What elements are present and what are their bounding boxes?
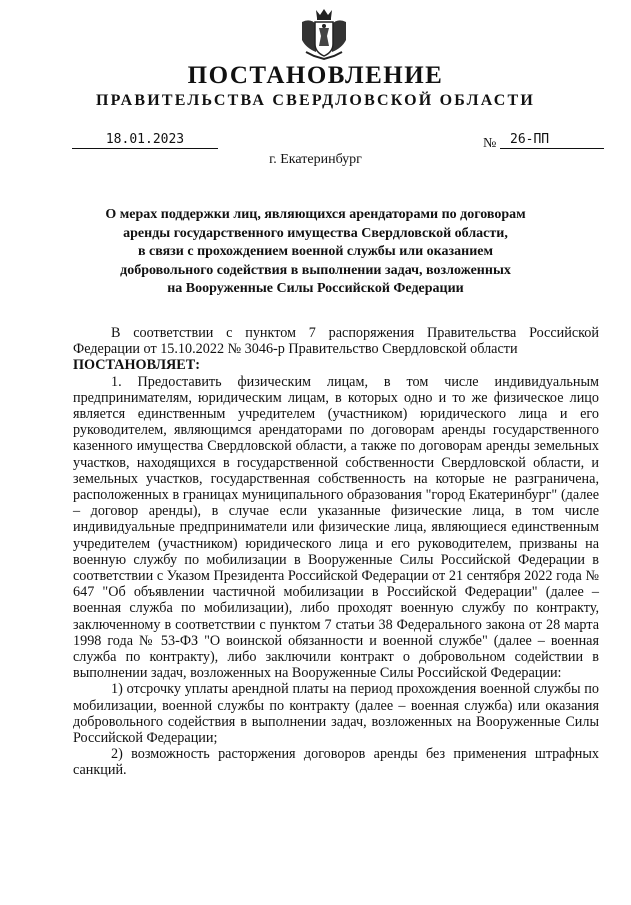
title-line: аренды государственного имущества Свердловской области,: [123, 225, 508, 241]
document-date: 18.01.2023: [72, 132, 218, 149]
title-line: на Вооруженные Силы Российской Федерации: [167, 281, 464, 296]
document-type: ПОСТАНОВЛЕНИЕ: [187, 62, 444, 89]
document-body: [73, 325, 599, 779]
preamble-paragraph: В соответствии с пунктом 7 распоряжения Правительства Российской Федерации от 15.10.2022 № 3046-р Правительство Свердловской области: [73, 325, 599, 358]
issuer-name: ПРАВИТЕЛЬСТВА СВЕРДЛОВСКОЙ ОБЛАСТИ: [96, 92, 535, 109]
number-sign: №: [483, 136, 497, 151]
coat-of-arms-icon: [296, 6, 352, 62]
clause-1: 1. Предоставить физическим лицам, в том числе индивидуальным предпринимателям, юридическим лицам, в которых одно и то же физическое лицо является единственным учредителем (участником) юридического лица и его руководителем, являющимся арендаторами по договорам аренды государственного казенного имущества Свердловской области, а также по договорам аренды земельных участков, находящихся в государственной собственности Свердловской области, и земельных участков, государственная собственность на которые не разграничена, расположенных в границах муниципального образования "город Екатеринбург" (далее – договор аренды), в случае если указанные физические лица, в том числе индивидуальные предприниматели или физические лица, являющиеся единственным учредителем (участником) юридического лица и его руководителем, призваны на военную службу по мобилизации в Вооруженные Силы Российской Федерации в соответствии с Указом Президента Российской Федерации от 21 сентября 2022 года № 647 "Об объявлении частичной мобилизации в Российской Федерации" (далее – военная служба по мобилизации), либо проходят военную службу по контракту, заключенному в соответствии с пунктом 7 статьи 38 Федерального закона от 28 марта 1998 года № 53-ФЗ "О воинской обязанности и военной службе" (далее – военная служба по контракту), либо заключили контракт о добровольном содействии в выполнении задач, возложенных на Вооруженные Силы Российской Федерации:: [73, 373, 599, 682]
city: г. Екатеринбург: [269, 152, 362, 167]
subclause-1: 1) отсрочку уплаты арендной платы на период прохождения военной службы по мобилизации, военной службы по контракту (далее – военная служба) или оказания добровольного содействия в выполнении задач, возложенных на Вооруженные Силы Российской Федерации;: [73, 681, 599, 747]
title-line: О мерах поддержки лиц, являющихся арендаторами по договорам: [105, 207, 526, 222]
subclause-2: 2) возможность расторжения договоров аренды без применения штрафных санкций.: [73, 746, 599, 779]
title-line: в связи с прохождением военной службы или оказанием: [137, 244, 494, 259]
resolves-heading: ПОСТАНОВЛЯЕТ:: [73, 357, 200, 374]
document-title: [60, 206, 571, 299]
document-number: 26-ПП: [500, 132, 604, 149]
title-line: добровольного содействия в выполнении задач, возложенных: [120, 262, 511, 278]
